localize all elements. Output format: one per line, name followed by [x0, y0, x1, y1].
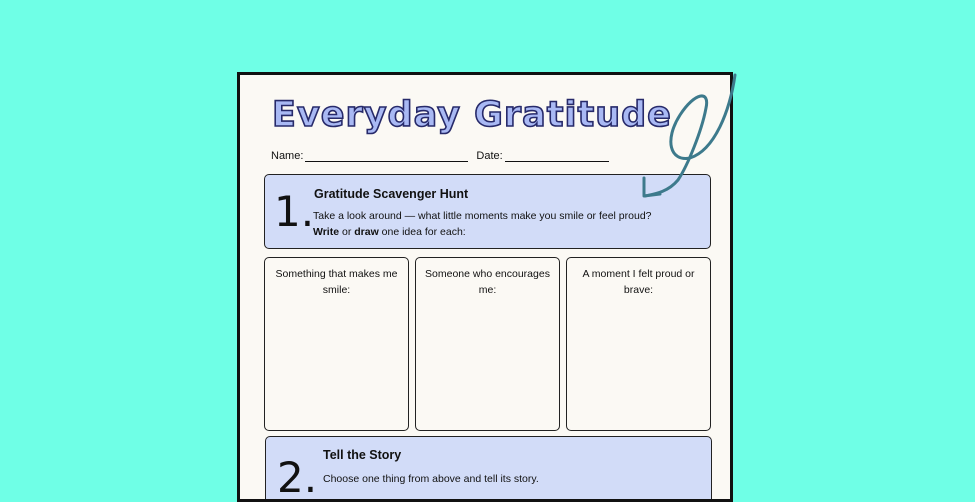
column-label-proud: A moment I felt proud or brave: — [582, 268, 695, 296]
or-word: or — [339, 226, 355, 238]
write-word: Write — [313, 226, 340, 238]
curly-arrow-icon — [630, 70, 740, 205]
section-1-number: 1. — [274, 187, 315, 236]
column-box-encourages[interactable] — [415, 257, 560, 431]
column-box-proud[interactable] — [566, 257, 711, 431]
section-2-box — [265, 436, 712, 502]
name-date-row — [271, 150, 609, 162]
worksheet-title: Everyday Gratitude — [272, 95, 672, 135]
section-2-title: Tell the Story — [323, 448, 402, 462]
column-label-encourages: Someone who encourages me: — [425, 268, 550, 296]
section-1-instruction: Take a look around — what little moments make you smile or feel proud? — [313, 210, 652, 222]
section-2-number: 2. — [277, 453, 318, 502]
section-1-title: Gratitude Scavenger Hunt — [314, 187, 469, 201]
date-label: Date: — [476, 150, 503, 162]
instruction-end: one idea for each: — [378, 226, 466, 238]
column-box-smile[interactable] — [264, 257, 409, 431]
name-line[interactable] — [305, 151, 468, 162]
draw-word: draw — [354, 226, 379, 238]
date-line[interactable] — [505, 151, 609, 162]
section-1-instruction-2 — [313, 224, 466, 240]
column-label-smile: Something that makes me smile: — [275, 268, 398, 296]
section-2-instruction: Choose one thing from above and tell its story. — [323, 473, 539, 485]
name-label: Name: — [271, 150, 304, 162]
